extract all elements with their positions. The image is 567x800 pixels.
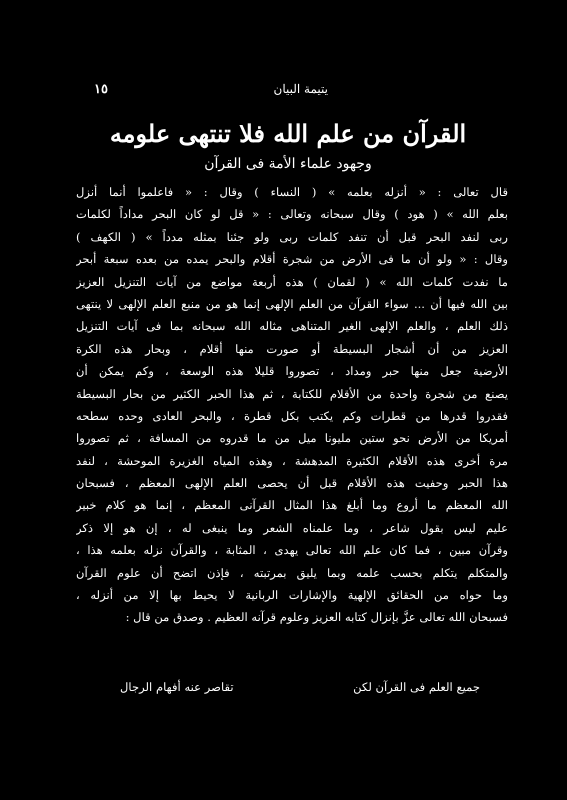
- body-line: فقدروا قدرها من قطرات وكم يكتب بكل قطرة ، والبحر العادى وحده سطحه: [76, 408, 508, 423]
- body-line: فسبحان الله تعالى عزَّ بإنزال كتابه العزيز وعلوم قرآنه العظيم . وصدق من قال :: [125, 610, 508, 625]
- body-line: ما نفدت كلمات الله » ( لقمان ) هذه أربعة مواضع من آيات التنزيل العزيز: [76, 274, 508, 289]
- body-line: الأرضية جعل منها حبر ومداد ، تصوروا قليلا هذه الوسعة ، وكم يمكن أن: [76, 364, 508, 379]
- body-line: عليم ليس بقول شاعر ، وما علمناه الشعر وما ينبغى له ، إن هو إلا ذكر: [76, 520, 508, 535]
- running-head: يتيمة البيان: [273, 82, 328, 96]
- page-number: ١٥: [94, 82, 108, 97]
- body-line: والمتكلم يتكلم بحسب علمه وبما يليق بمرتبته ، فإذن اتضح أن علوم القرآن: [76, 565, 508, 580]
- verse-hemistich-second: تقاصر عنه أفهام الرجال: [120, 680, 234, 694]
- section-subtitle: وجهود علماء الأمة فى القرآن: [204, 156, 372, 172]
- body-line: ربى لنفد البحر قبل أن تنفد كلمات ربى ولو جئنا بمثله مدداً » ( الكهف ): [76, 229, 508, 244]
- body-line: يصنع من شجرة واحدة من الأقلام للكتابة ، ثم هذا الحبر الكثير من بحار البسيطة: [76, 386, 508, 401]
- body-line: قال تعالى : « أنزله بعلمه » ( النساء ) وقال : « فاعلموا أنما أنزل: [76, 185, 508, 199]
- body-line: وقرآن مبين ، فما كان علم الله تعالى يهدى ، المثابة ، والقرآن نزله بعلمه هذا ،: [76, 543, 508, 558]
- body-line: العزيز من أن أشجار البسيطة أو صورت منها أقلام ، وبحار هذه الكرة: [76, 341, 508, 356]
- poetry-verse: [120, 680, 480, 700]
- body-text: [76, 181, 508, 629]
- body-line: هذا الحبر وحفيت هذه الأقلام قبل أن يحصى العلم الإلهى المعظم ، فسبحان: [76, 476, 508, 491]
- body-line: أمريكا من الأرض نحو ستين مليونا ميل من ما قدروه من المسافة ، ثم تصوروا: [76, 431, 508, 446]
- body-line: مرة أخرى هذه الأقلام الكثيرة المدهشة ، وهذه المياه الغزيرة الموحشة ، لنفد: [76, 453, 508, 468]
- body-line: وما حواه من الحقائق الإلهية والإشارات الربانية لا يحيط بها إلا من أنزله ،: [76, 588, 508, 603]
- body-line: الله المعظم ما أروع وما أبلغ هذا المثال القرآنى المعظم ، إنما هو كلام خبير: [76, 498, 508, 513]
- body-line: بعلم الله » ( هود ) وقال سبحانه وتعالى : « قل لو كان البحر مداداً لكلمات: [76, 207, 508, 222]
- body-line: ذلك العلم ، والعلم الإلهى الغير المتناهى مثاله الله سبحانه بما فى آيات التنزيل: [76, 319, 508, 334]
- body-line: وقال : « ولو أن ما فى الأرض من شجرة أقلام والبحر يمده من بعده سبعة أبحر: [76, 252, 508, 267]
- body-line: بين الله فيها أن ... سواء القرآن من العلم الإلهى إنما هو من منبع العلم الإلهى لا ينتهى: [76, 296, 508, 311]
- page-header: [88, 80, 488, 102]
- verse-hemistich-first: جميع العلم فى القرآن لكن: [353, 680, 480, 694]
- section-title: القرآن من علم الله فلا تنتهى علومه: [109, 119, 467, 148]
